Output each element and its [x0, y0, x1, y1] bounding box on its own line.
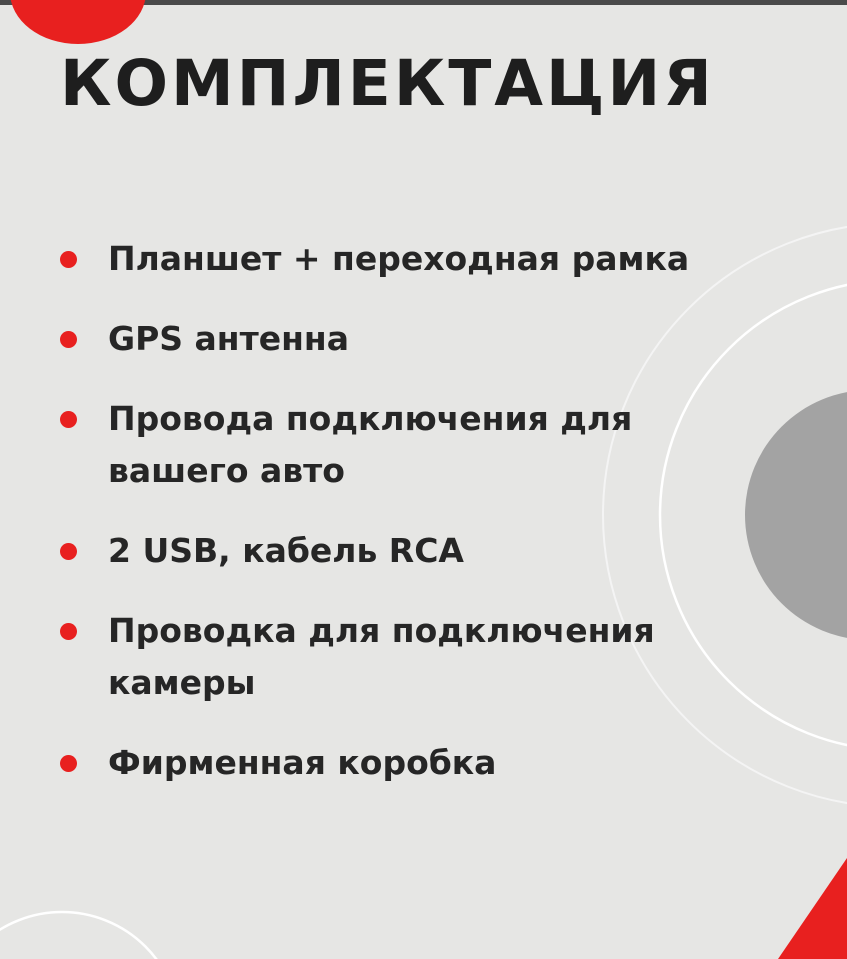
list-item: [60, 605, 800, 709]
list-item-label: GPS антенна: [108, 319, 349, 358]
outline-circle-bottom-left: [0, 912, 180, 959]
bullet-dot: [60, 755, 77, 772]
list-item: [60, 525, 800, 577]
bullet-dot: [60, 543, 77, 560]
list-item: [60, 233, 800, 285]
bullet-dot: [60, 331, 77, 348]
contents-list: [60, 233, 800, 817]
list-item-label: Проводка для подключения камеры: [108, 611, 655, 702]
list-item: [60, 737, 800, 789]
list-item-label: 2 USB, кабель RCA: [108, 531, 464, 570]
bullet-dot: [60, 623, 77, 640]
red-corner-circle: [10, 0, 146, 44]
page-title: КОМПЛЕКТАЦИЯ: [60, 47, 715, 120]
list-item-label: Провода подключения для вашего авто: [108, 399, 633, 490]
list-item: [60, 393, 800, 497]
bullet-dot: [60, 411, 77, 428]
list-item: [60, 313, 800, 365]
list-item-label: Фирменная коробка: [108, 743, 497, 782]
bullet-dot: [60, 251, 77, 268]
red-corner-triangle: [778, 858, 847, 959]
list-item-label: Планшет + переходная рамка: [108, 239, 690, 278]
